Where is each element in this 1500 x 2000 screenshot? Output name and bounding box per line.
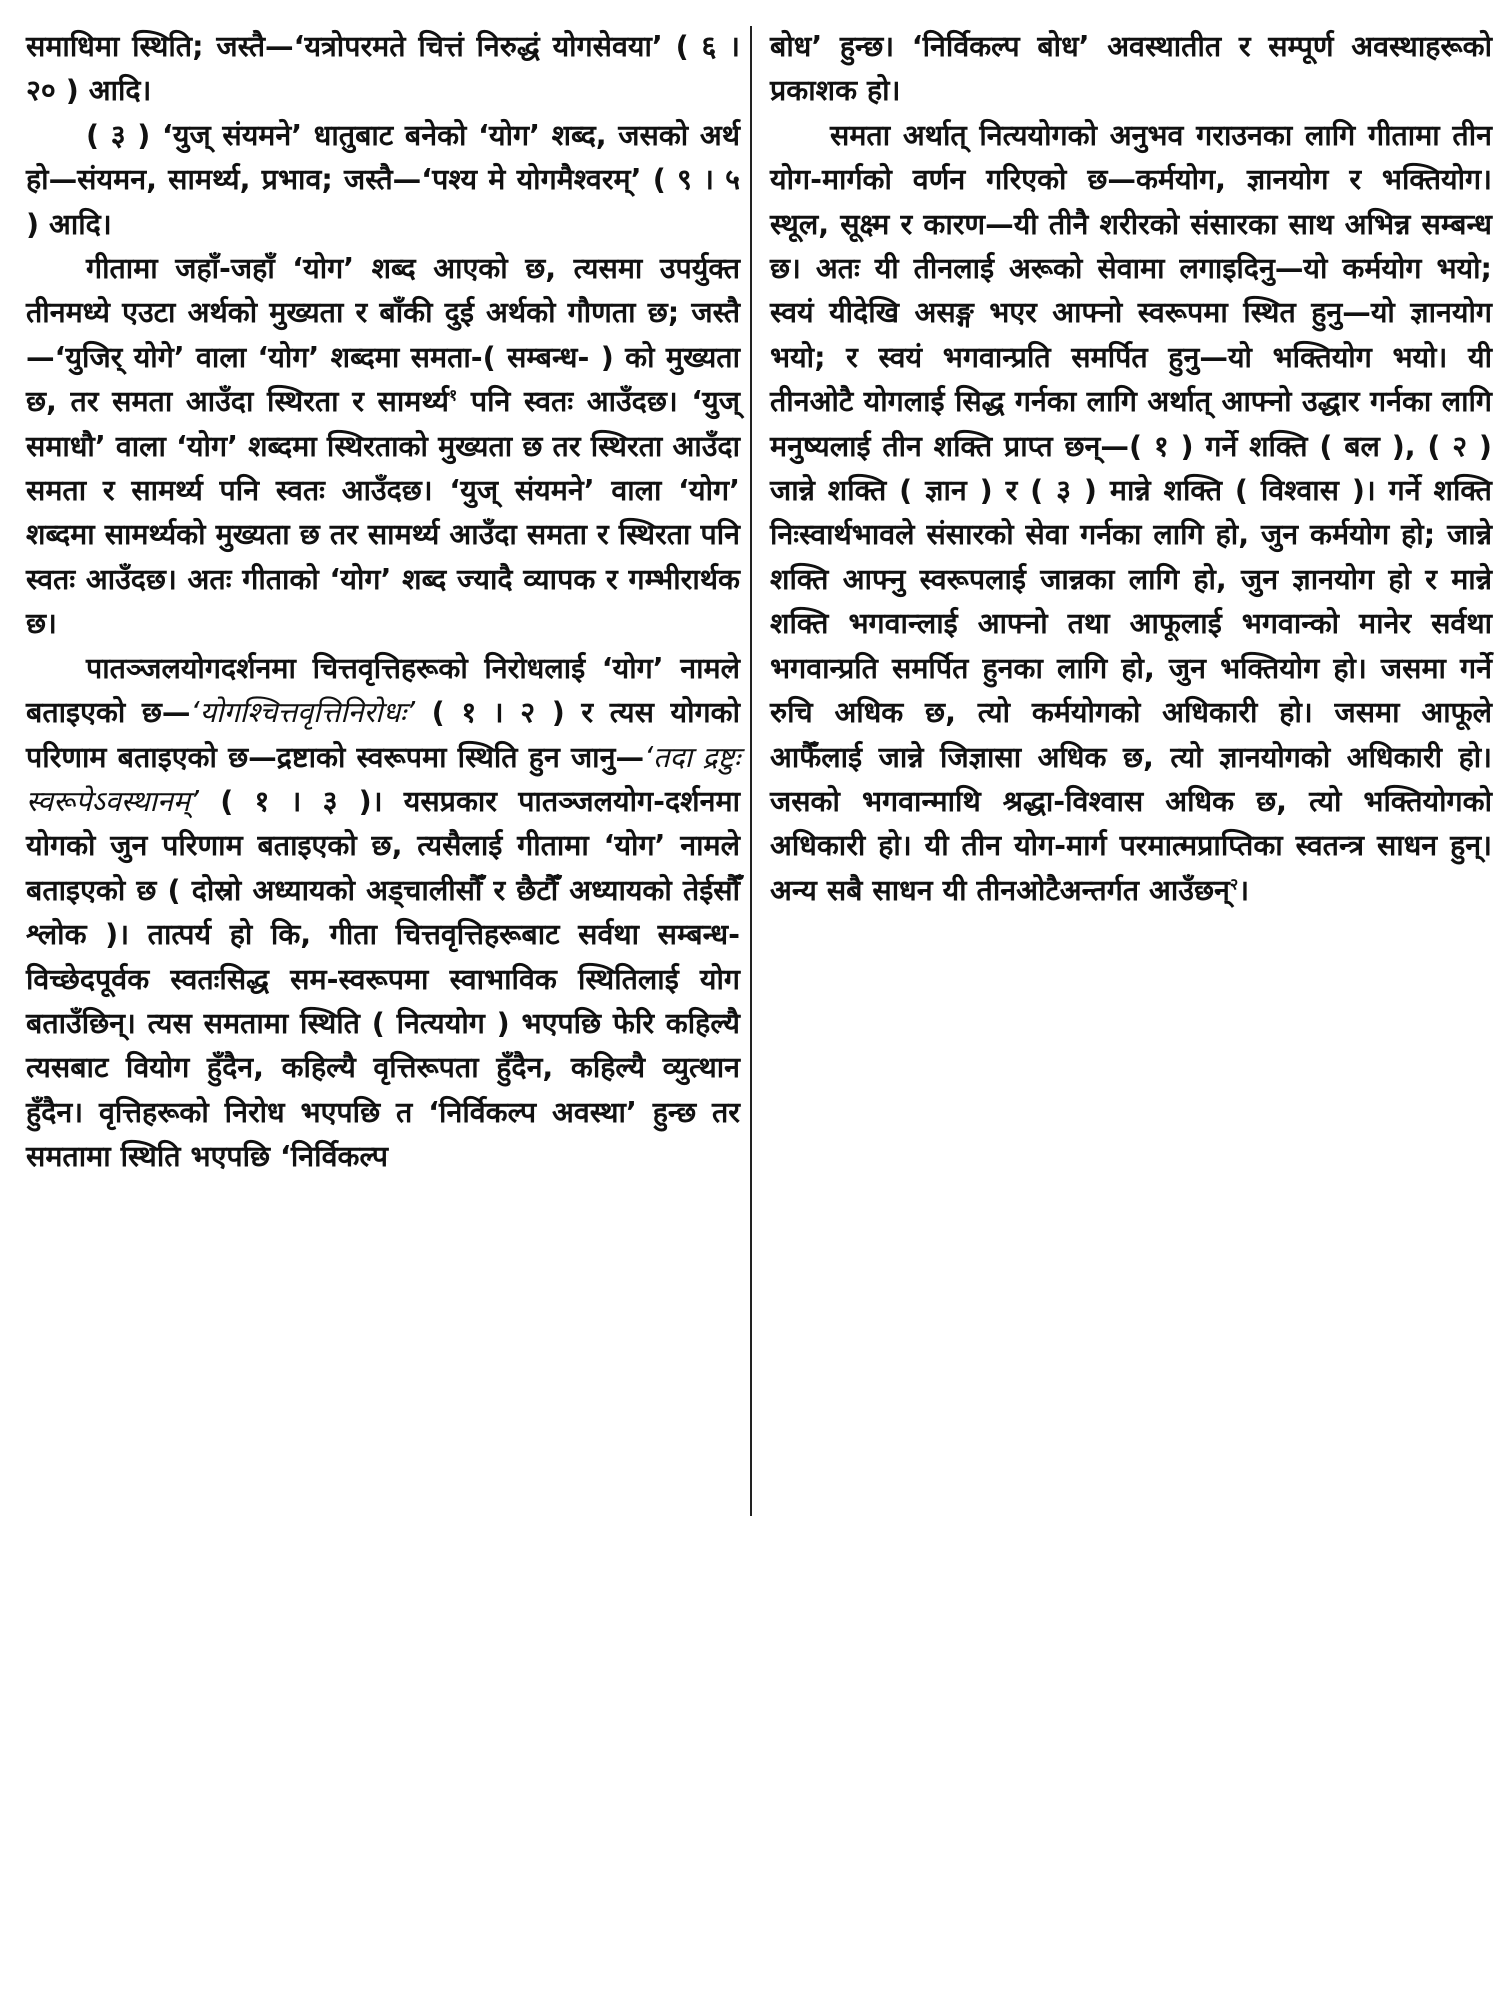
quote-yogash-chitta: ‘योगश्चित्तवृत्तिनिरोधः’ [190,695,416,730]
paragraph-yuj-samyamane: ( ३ ) ‘युज् संयमने’ धातुबाट बनेको ‘योग’ शब्द, जसको अर्थ हो—संयमन, सामर्थ्य, प्रभाव; जस्तै—‘पश्य मे योगमैश्वरम्’ ( ९ । ५ ) आदि। [26,117,740,241]
text-run: गीतामा जहाँ-जहाँ ‘योग’ शब्द आएको छ, त्यसमा उपर्युक्त तीनमध्ये एउटा अर्थको मुख्यता र बाँकी दुई अर्थको गौणता छ; जस्तै—‘युजिर् योगे’ वाला ‘योग’ शब्दमा समता-( सम्बन्ध- ) को मुख्यता छ, तर समता आउँदा स्थिरता र सामर्थ्य [26,251,740,419]
paragraph-three-yoga-paths [770,113,1492,912]
text-run: पातञ्जलयोगदर्शनमा चित्तवृत्तिहरूको निरोधलाई ‘योग’ नामले बताइएको छ— [26,650,740,730]
footnote-marker-2: २ [1229,874,1239,894]
text-run: समता अर्थात् नित्ययोगको अनुभव गराउनका लागि गीतामा तीन योग-मार्गको वर्णन गरिएको छ—कर्मयोग, ज्ञानयोग र भक्तियोग। स्थूल, सूक्ष्म र कारण—यी तीनै शरीरको संसारका साथ अभिन्न सम्बन्ध छ। अतः यी तीनलाई अरूको सेवामा लगाइदिनु—यो कर्मयोग भयो; स्वयं यीदेखि असङ्ग भएर आफ्नो स्वरूपमा स्थित हुनु—यो ज्ञानयोग भयो; र स्वयं भगवान्प्रति समर्पित हुनु—यो भक्तियोग भयो। यी तीनओटै योगलाई सिद्ध गर्नका लागि अर्थात् आफ्नो उद्धार गर्नका लागि मनुष्यलाई तीन शक्ति प्राप्त छन्—( १ ) गर्ने शक्ति ( बल ), ( २ ) जान्ने शक्ति ( ज्ञान ) र ( ३ ) मान्ने शक्ति ( विश्वास )। गर्ने शक्ति निःस्वार्थभावले संसारको सेवा गर्नका लागि हो, जुन कर्मयोग हो; जान्ने शक्ति आफ्नु स्वरूपलाई जान्नका लागि हो, जुन ज्ञानयोग हो र मान्ने शक्ति भगवान्लाई आफ्नो तथा आफूलाई भगवान्को मानेर सर्वथा भगवान्प्रति समर्पित हुनका लागि हो, जुन भक्तियोग हो। जसमा गर्ने रुचि अधिक छ, त्यो कर्मयोगको अधिकारी हो। जसमा आफूले आफैँलाई जान्ने जिज्ञासा अधिक छ, त्यो ज्ञानयोगको अधिकारी हो। जसको भगवान्माथि श्रद्धा-विश्वास अधिक छ, त्यो भक्तियोगको अधिकारी हो। यी तीन योग-मार्ग परमात्मप्राप्तिका स्वतन्त्र साधन हुन्। अन्य सबै साधन यी तीनओटैअन्तर्गत आउँछन् [770,117,1492,907]
text-run: पनि स्वतः आउँदछ। ‘युज् समाधौ’ वाला ‘योग’ शब्दमा स्थिरताको मुख्यता छ तर स्थिरता आउँदा समता र सामर्थ्य पनि स्वतः आउँदछ। ‘युज् संयमने’ वाला ‘योग’ शब्दमा सामर्थ्यको मुख्यता छ तर सामर्थ्य आउँदा समता र स्थिरता पनि स्वतः आउँदछ। अतः गीताको ‘योग’ शब्द ज्यादै व्यापक र गम्भीरार्थक छ। [26,384,740,641]
quote-tada-drashtu: ‘तदा द्रष्टुः स्वरूपेऽवस्थानम्’ [26,739,740,818]
left-column [26,24,740,1179]
paragraph-nirvikalpa-bodh: बोध’ हुन्छ। ‘निर्विकल्प बोध’ अवस्थातीत र सम्पूर्ण अवस्थाहरूको प्रकाशक हो। [770,29,1492,108]
paragraph-patanjala [26,646,740,1179]
paragraph-samadhi: समाधिमा स्थिति; जस्तै—‘यत्रोपरमते चित्तं निरुद्धं योगसेवया’ ( ६ । २० ) आदि। [26,29,740,108]
text-run: । [1238,872,1250,907]
column-divider [750,26,752,1516]
text-run: ( १ । ३ )। यसप्रकार पातञ्जलयोग-दर्शनमा योगको जुन परिणाम बताइएको छ, त्यसैलाई गीतामा ‘योग’ नामले बताइएको छ ( दोस्रो अध्यायको अड्चालीसौँ र छैटौँ अध्यायको तेईसौँ श्लोक )। तात्पर्य हो कि, गीता चित्तवृत्तिहरूबाट सर्वथा सम्बन्ध-विच्छेदपूर्वक स्वतःसिद्ध सम-स्वरूपमा स्वाभाविक स्थितिलाई योग बताउँछिन्। त्यस समतामा स्थिति ( नित्ययोग ) भएपछि फेरि कहिल्यै त्यसबाट वियोग हुँदैन, कहिल्यै वृत्तिरूपता हुँदैन, कहिल्यै व्युत्थान हुँदैन। वृत्तिहरूको निरोध भएपछि त ‘निर्विकल्प अवस्था’ हुन्छ तर समतामा स्थिति भएपछि ‘निर्विकल्प [26,783,740,1174]
paragraph-gita-yoga [26,246,740,646]
footnote-marker-1: १ [448,385,458,405]
text-run: ( १ । २ ) र त्यस योगको परिणाम बताइएको छ—द्रष्टाको स्वरूपमा स्थिति हुन जानु— [26,695,740,774]
right-column [770,24,1492,912]
